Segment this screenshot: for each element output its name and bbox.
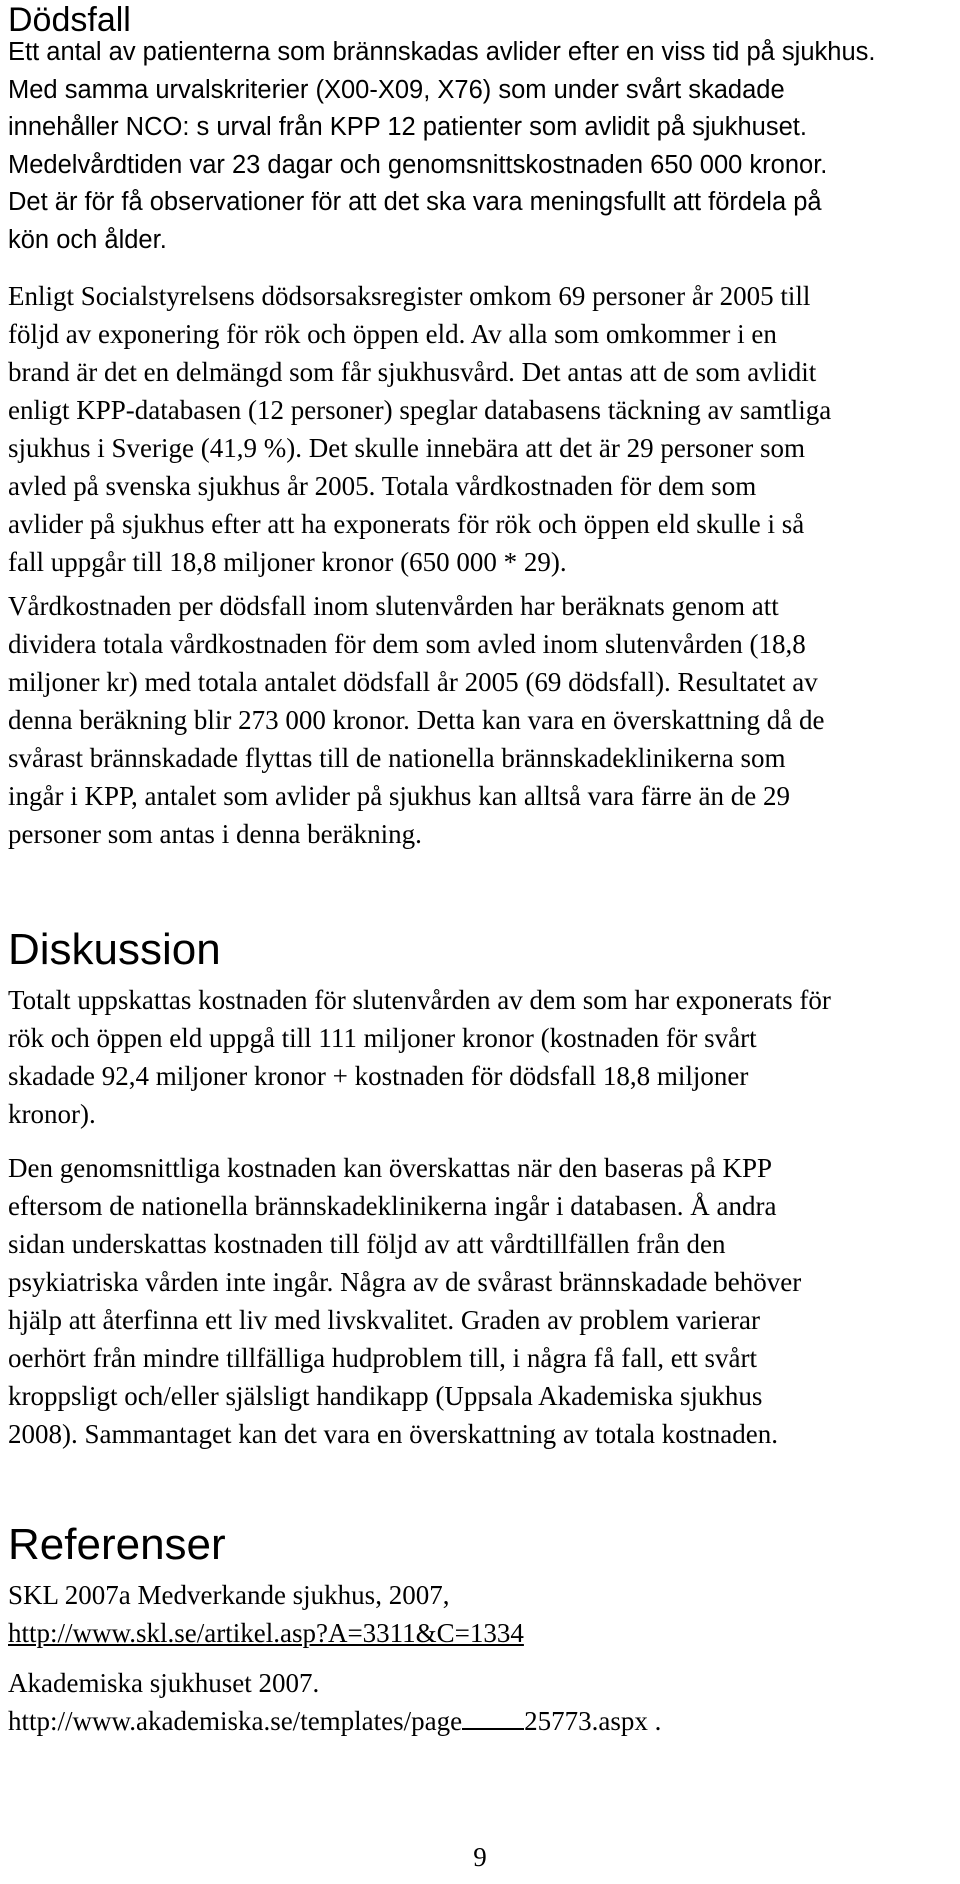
text-line: rök och öppen eld uppgå till 111 miljoner kronor (kostnaden för svårt: [8, 1023, 757, 1053]
text-line: innehåller NCO: s urval från KPP 12 patienter som avlidit på sjukhuset.: [8, 113, 807, 141]
text-line: Medelvårdtiden var 23 dagar och genomsnittskostnaden 650 000 kronor.: [8, 150, 828, 179]
text-line: Totalt uppskattas kostnaden för slutenvården av dem som har exponerats för: [8, 985, 831, 1015]
text-line: kön och ålder.: [8, 225, 167, 254]
reference-title: SKL 2007a Medverkande sjukhus, 2007,: [8, 1580, 450, 1610]
text-line: oerhört från mindre tillfälliga hudproblem till, i några få fall, ett svårt: [8, 1343, 757, 1373]
paragraph-dodsfall-3: [8, 587, 958, 853]
reference-skl: [8, 1576, 958, 1652]
text-line: sjukhus i Sverige (41,9 %). Det skulle innebära att det är 29 personer som: [8, 433, 806, 463]
paragraph-dodsfall-2: [8, 277, 958, 581]
reference-url-end: 25773.aspx .: [524, 1706, 662, 1736]
url-underscore-gap: [462, 1727, 524, 1730]
text-line: Enligt Socialstyrelsens dödsorsaksregister omkom 69 personer år 2005 till: [8, 281, 811, 311]
reference-url-start: http://www.akademiska.se/templates/page: [8, 1706, 463, 1736]
text-line: avlider på sjukhus efter att ha exponerats för rök och öppen eld skulle i så: [8, 509, 805, 539]
text-line: kroppsligt och/eller själsligt handikapp (Uppsala Akademiska sjukhus: [8, 1381, 763, 1411]
text-line: hjälp att återfinna ett liv med livskvalitet. Graden av problem varierar: [8, 1305, 760, 1335]
text-line: psykiatriska vården inte ingår. Några av de svårast brännskadade behöver: [8, 1267, 802, 1297]
text-line: Vårdkostnaden per dödsfall inom slutenvården har beräknats genom att: [8, 591, 779, 621]
text-line: eftersom de nationella brännskadeklinikerna ingår i databasen. Å andra: [8, 1191, 777, 1221]
text-line: denna beräkning blir 273 000 kronor. Detta kan vara en överskattning då de: [8, 705, 825, 735]
text-line: enligt KPP-databasen (12 personer) speglar databasens täckning av samtliga: [8, 395, 832, 425]
text-line: Ett antal av patienterna som brännskadas avlider efter en viss tid på sjukhus.: [8, 38, 876, 66]
text-line: personer som antas i denna beräkning.: [8, 819, 422, 849]
reference-url: [8, 1702, 958, 1740]
paragraph-diskussion-2: [8, 1149, 958, 1453]
text-line: 2008). Sammantaget kan det vara en överskattning av totala kostnaden.: [8, 1419, 779, 1449]
text-line: ingår i KPP, antalet som avlider på sjukhus kan alltså vara färre än de 29: [8, 781, 791, 811]
paragraph-dodsfall-1: [8, 34, 958, 259]
text-line: Det är för få observationer för att det ska vara meningsfullt att fördela på: [8, 188, 822, 216]
reference-akademiska: [8, 1664, 958, 1740]
text-line: sidan underskattas kostnaden till följd av att vårdtillfällen från den: [8, 1229, 726, 1259]
text-line: avled på svenska sjukhus år 2005. Totala vårdkostnaden för dem som: [8, 471, 757, 501]
text-line: Med samma urvalskriterier (X00-X09, X76) som under svårt skadade: [8, 75, 785, 104]
text-line: fall uppgår till 18,8 miljoner kronor (650 000 * 29).: [8, 547, 567, 577]
paragraph-diskussion-1: [8, 981, 958, 1133]
section-heading-diskussion: Diskussion: [8, 925, 221, 974]
reference-line: [8, 1614, 958, 1652]
reference-link-skl[interactable]: http://www.skl.se/artikel.asp?A=3311&C=1334: [8, 1618, 524, 1648]
text-line: skadade 92,4 miljoner kronor + kostnaden för dödsfall 18,8 miljoner: [8, 1061, 749, 1091]
text-line: brand är det en delmängd som får sjukhusvård. Det antas att de som avlidit: [8, 357, 817, 387]
section-heading-referenser: Referenser: [8, 1520, 226, 1569]
text-line: dividera totala vårdkostnaden för dem som avled inom slutenvården (18,8: [8, 629, 806, 659]
section-heading-dodsfall: Dödsfall: [8, 1, 131, 39]
text-line: följd av exponering för rök och öppen eld. Av alla som omkommer i en: [8, 319, 777, 349]
text-line: kronor).: [8, 1099, 96, 1129]
text-line: svårast brännskadade flyttas till de nationella brännskadeklinikerna som: [8, 743, 786, 773]
text-line: miljoner kr) med totala antalet dödsfall år 2005 (69 dödsfall). Resultatet av: [8, 667, 818, 697]
reference-title: Akademiska sjukhuset 2007.: [8, 1668, 320, 1698]
text-line: Den genomsnittliga kostnaden kan överskattas när den baseras på KPP: [8, 1153, 773, 1183]
page-number: 9: [473, 1842, 487, 1872]
